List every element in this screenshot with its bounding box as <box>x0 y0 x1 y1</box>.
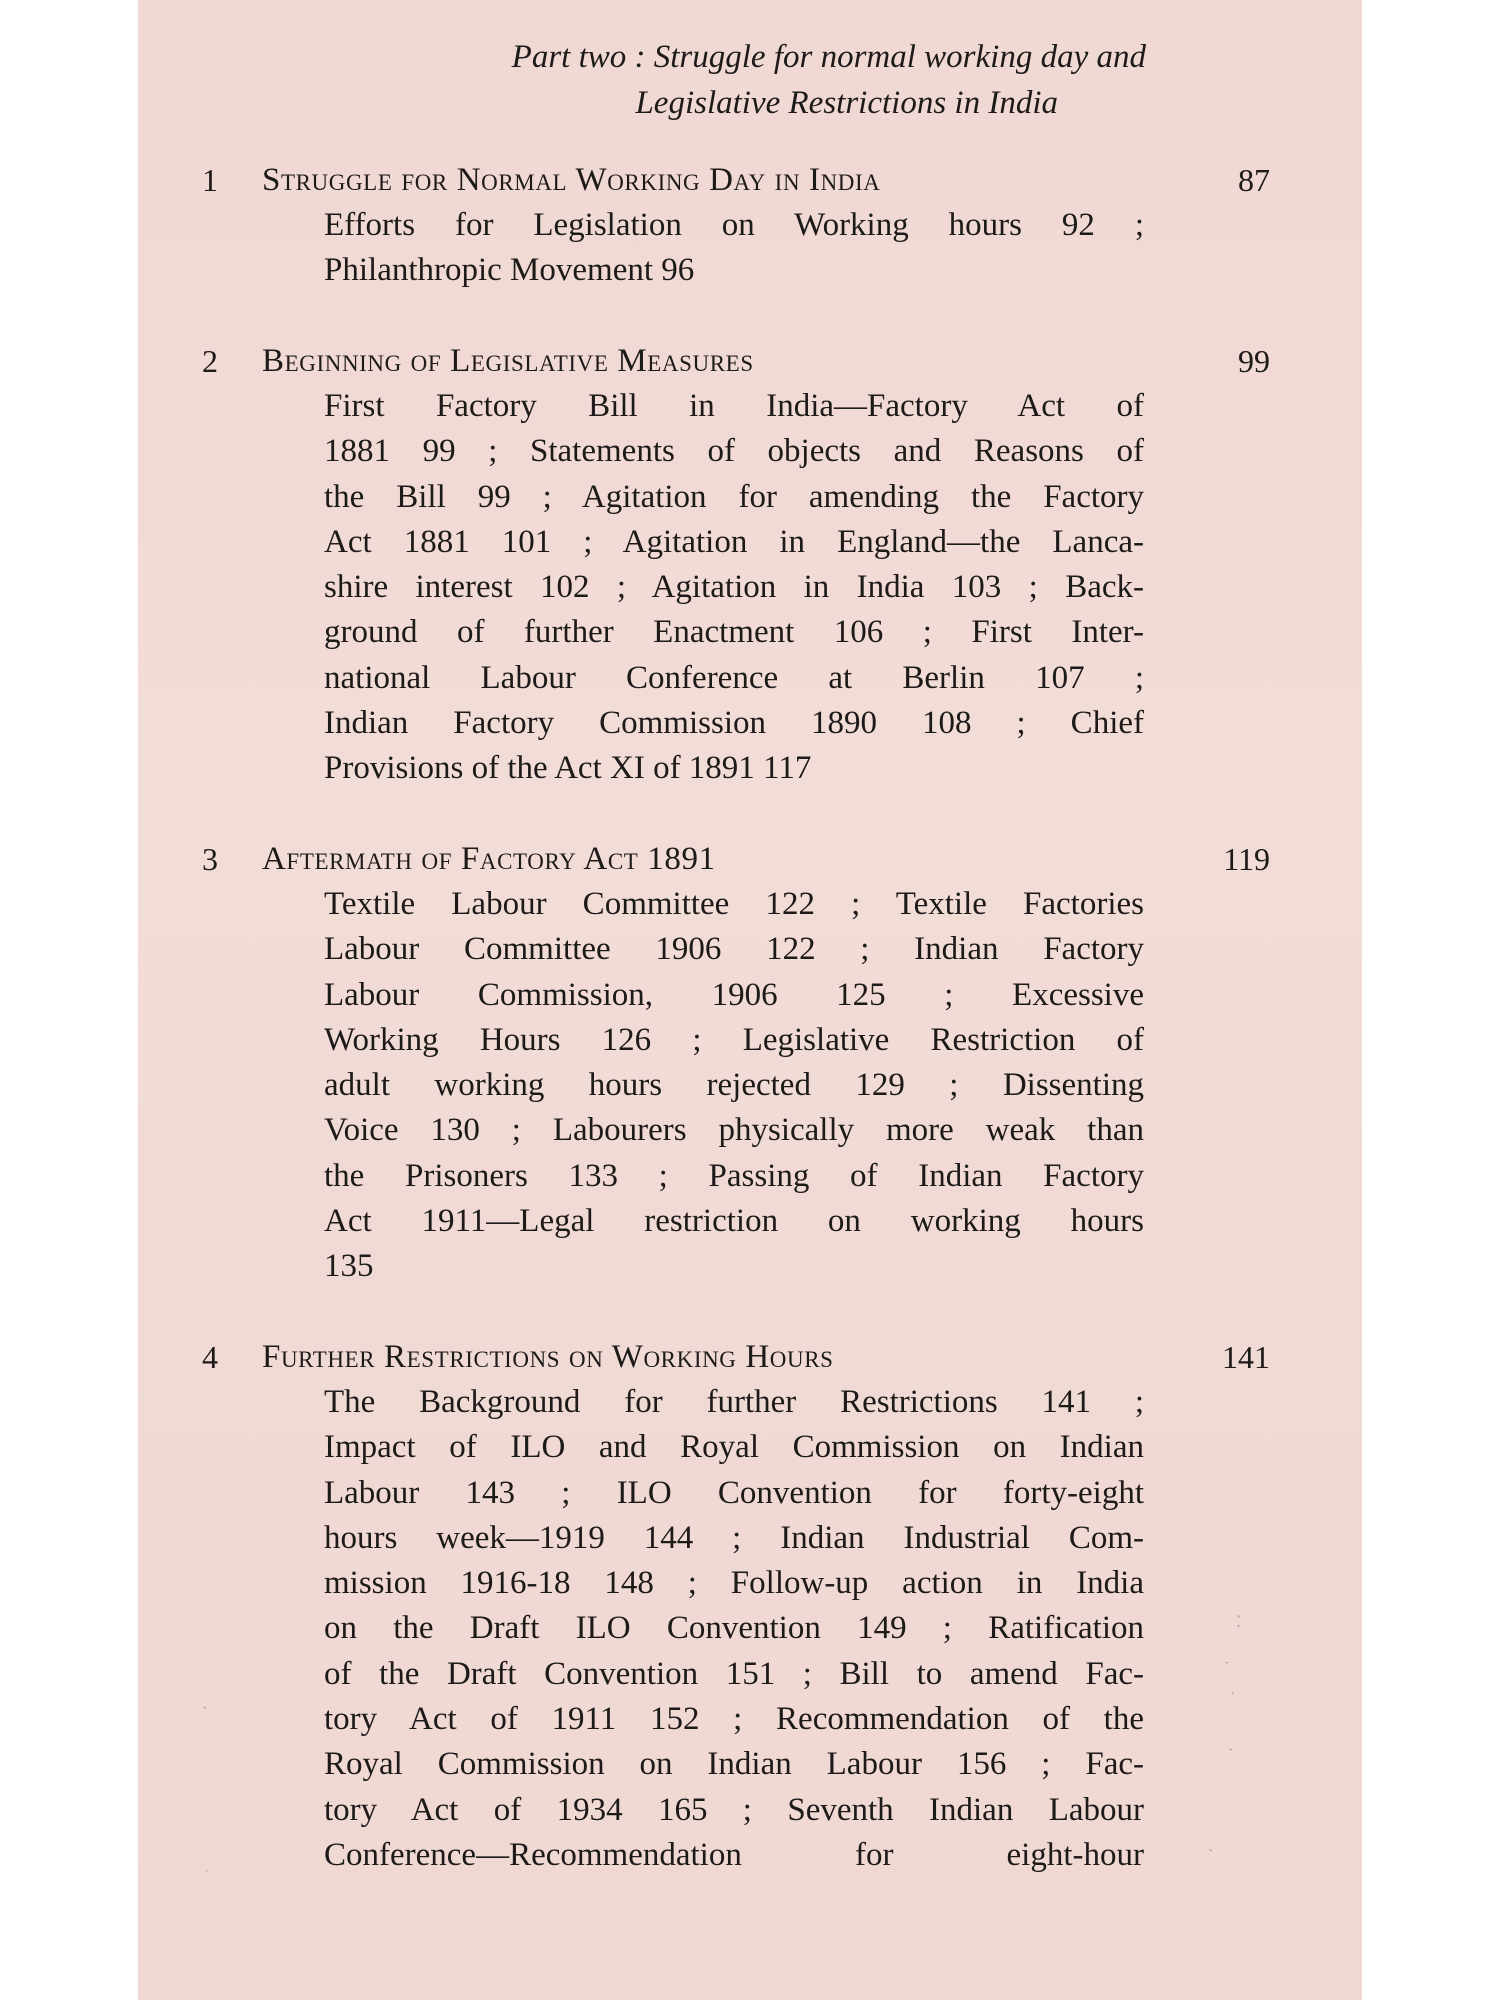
chapter-number: 2 <box>202 343 218 379</box>
entry-line: Labour 143 ; ILO Convention for forty-eight <box>324 1474 1144 1511</box>
part-title-line-1: Part two : Struggle for normal working day and <box>511 39 1146 75</box>
page-number: 119 <box>1223 841 1270 877</box>
entry-line: Indian Factory Commission 1890 108 ; Chief <box>324 705 1144 742</box>
entry-line: the Bill 99 ; Agitation for amending the Factory <box>324 478 1144 515</box>
entry-line: tory Act of 1911 152 ; Recommendation of the <box>324 1701 1144 1738</box>
entry-body <box>324 882 1144 1290</box>
entry-line: Working Hours 126 ; Legislative Restriction of <box>324 1021 1144 1058</box>
entry-line: Textile Labour Committee 122 ; Textile Factories <box>324 886 1144 922</box>
toc-entry-4 <box>138 1335 1362 1878</box>
scan-speck: ˈ <box>204 1868 210 1885</box>
entry-line: Act 1881 101 ; Agitation in England—the Lanca- <box>324 523 1144 560</box>
entry-line: Provisions of the Act XI of 1891 117 <box>324 750 812 787</box>
entry-line: Conference—Recommendation for eight-hour <box>324 1836 1144 1873</box>
entry-header <box>138 339 1362 384</box>
entry-line: adult working hours rejected 129 ; Dissenting <box>324 1067 1144 1104</box>
entry-line: First Factory Bill in India—Factory Act of <box>324 388 1144 424</box>
toc-entry-1 <box>138 158 1362 294</box>
entry-line: Royal Commission on Indian Labour 156 ; Fac- <box>324 1746 1144 1783</box>
toc-entry-2 <box>138 339 1362 792</box>
chapter-heading: Aftermath of Factory Act 1891 <box>262 841 716 877</box>
entry-line: of the Draft Convention 151 ; Bill to amend Fac- <box>324 1655 1144 1692</box>
scan-speck: ˏ <box>1208 1835 1214 1852</box>
part-title-line-2: Legislative Restrictions in India <box>635 85 1058 121</box>
entry-line: Voice 130 ; Labourers physically more weak than <box>324 1112 1144 1149</box>
entry-line: 1881 99 ; Statements of objects and Reasons of <box>324 433 1144 470</box>
entry-line: ground of further Enactment 106 ; First Inter- <box>324 614 1144 651</box>
chapter-number: 3 <box>202 841 218 877</box>
entry-header <box>138 837 1362 882</box>
book-page <box>138 0 1362 2000</box>
entry-line: mission 1916-18 148 ; Follow-up action in India <box>324 1565 1144 1602</box>
entry-header <box>138 158 1362 203</box>
entry-line: the Prisoners 133 ; Passing of Indian Factory <box>324 1157 1144 1194</box>
scan-speck: ˙ <box>1230 1690 1236 1707</box>
chapter-number: 4 <box>202 1339 218 1375</box>
entry-line: Efforts for Legislation on Working hours 92 ; <box>324 207 1144 243</box>
chapter-heading: Further Restrictions on Working Hours <box>262 1339 834 1375</box>
entry-line: Philanthropic Movement 96 <box>324 252 695 289</box>
scan-speck: ⁚ <box>1236 1614 1242 1631</box>
entry-body <box>324 384 1144 792</box>
entry-line: on the Draft ILO Convention 149 ; Ratification <box>324 1610 1144 1647</box>
entry-line: shire interest 102 ; Agitation in India 103 ; Back- <box>324 569 1144 606</box>
entry-line: 135 <box>324 1248 374 1285</box>
entry-line: hours week—1919 144 ; Indian Industrial Com- <box>324 1519 1144 1556</box>
entry-line: Impact of ILO and Royal Commission on Indian <box>324 1429 1144 1466</box>
page-number: 87 <box>1238 162 1270 198</box>
scan-speck: · <box>1228 1742 1234 1759</box>
entry-line: Act 1911—Legal restriction on working hours <box>324 1203 1144 1240</box>
toc-entry-3 <box>138 837 1362 1290</box>
entry-line: Labour Commission, 1906 125 ; Excessive <box>324 976 1144 1013</box>
entry-body <box>324 203 1144 294</box>
entry-body <box>324 1380 1144 1878</box>
scan-speck: · <box>1224 1655 1230 1672</box>
chapter-heading: Struggle for Normal Working Day in India <box>262 162 881 198</box>
entry-line: national Labour Conference at Berlin 107 ; <box>324 659 1144 696</box>
entry-header <box>138 1335 1362 1380</box>
chapter-heading: Beginning of Legislative Measures <box>262 343 754 379</box>
entry-line: Labour Committee 1906 122 ; Indian Factory <box>324 931 1144 968</box>
scan-speck: · <box>202 1700 208 1717</box>
entry-line: The Background for further Restrictions 141 ; <box>324 1384 1144 1420</box>
part-title <box>138 34 1362 126</box>
page-number: 141 <box>1222 1339 1270 1375</box>
entry-line: tory Act of 1934 165 ; Seventh Indian Labour <box>324 1791 1144 1828</box>
chapter-number: 1 <box>202 162 218 198</box>
page-number: 99 <box>1238 343 1270 379</box>
